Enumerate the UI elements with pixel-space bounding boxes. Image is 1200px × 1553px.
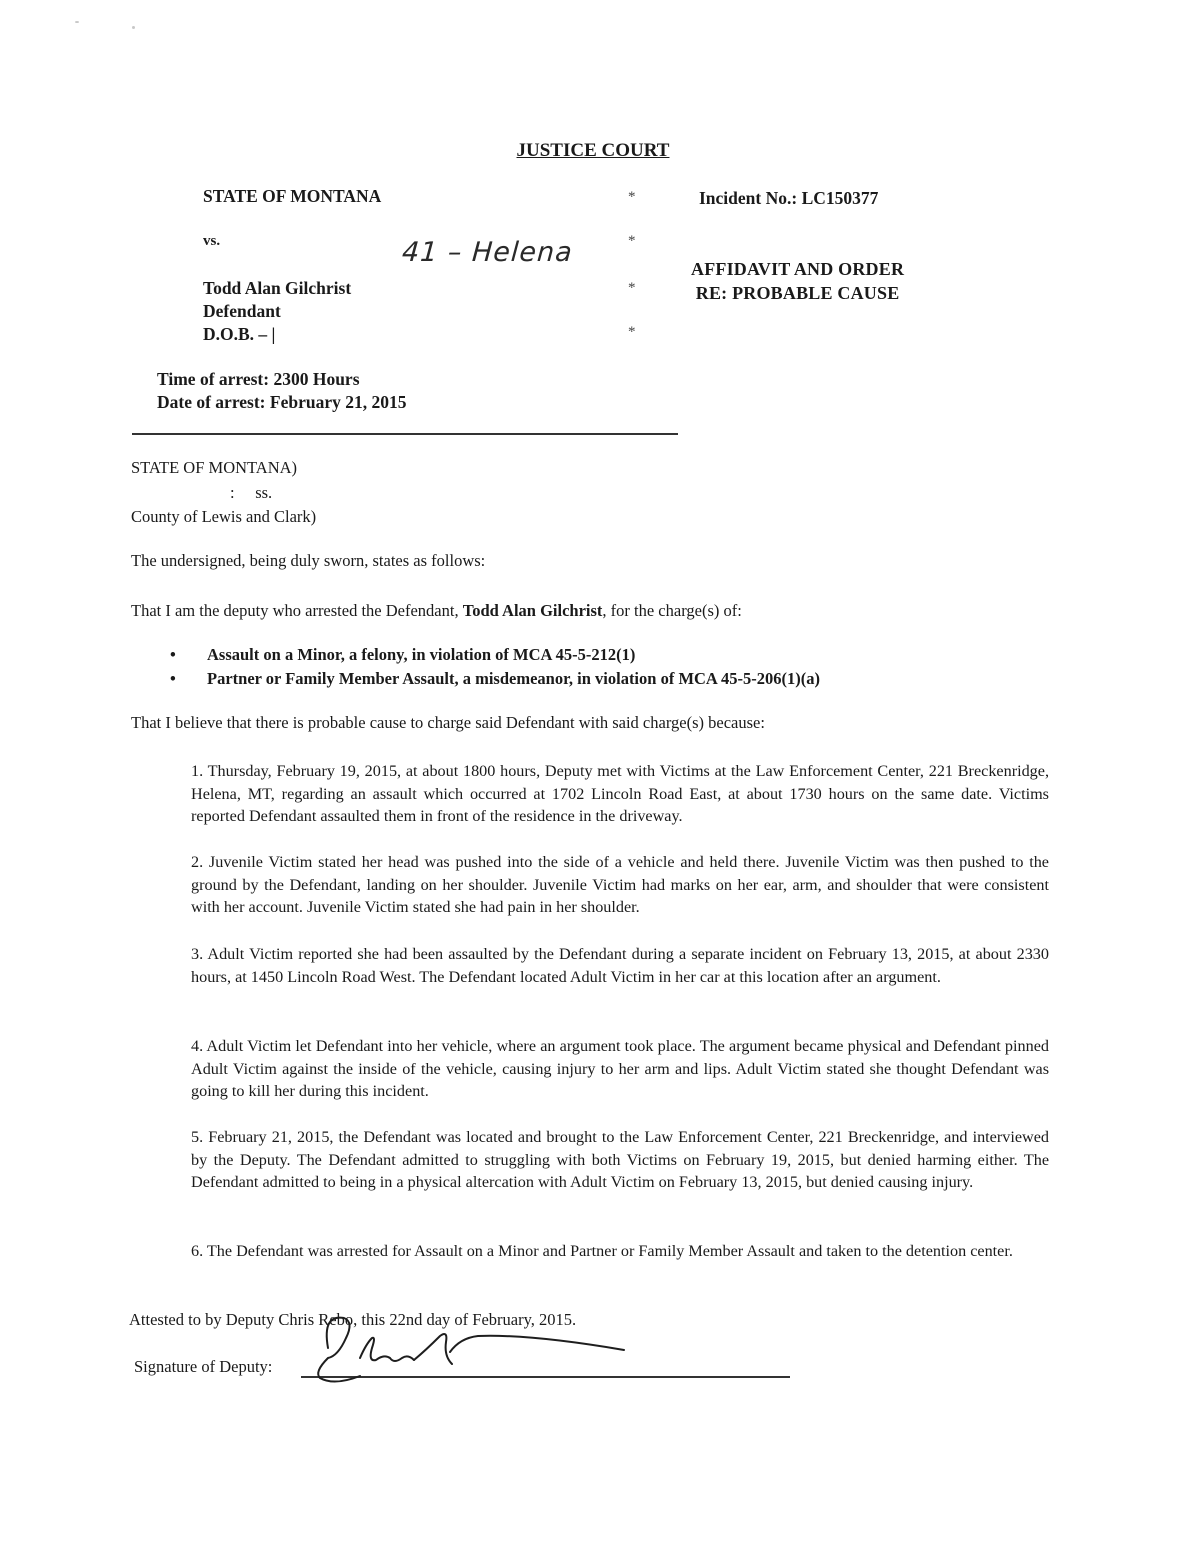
statement-paragraph: 6. The Defendant was arrested for Assault on a Minor and Partner or Family Member Assault and taken to the detention center. <box>191 1242 1013 1260</box>
scan-speck <box>75 21 79 23</box>
charge-item <box>170 669 820 689</box>
court-title: JUSTICE COURT <box>516 140 670 161</box>
statement-paragraph: 4. Adult Victim let Defendant into her vehicle, where an argument took place. The argument became physical and Defendant pinned Adult Victim against the inside of the vehicle, causing injury to her arm and lips. Adult Victim stated she thought Defendant was going to kill her during this incident. <box>191 1037 1049 1101</box>
incident-number: Incident No.: LC150377 <box>699 188 879 208</box>
sworn-statement: The undersigned, being duly sworn, states as follows: <box>131 551 486 570</box>
statement-paragraph: 3. Adult Victim reported she had been assaulted by the Defendant during a separate incident on February 13, 2015, at about 2330 hours, at 1450 Lincoln Road West. The Defendant located Adult Victim in her car at this location after an argument. <box>191 945 1049 986</box>
caption-separator: * <box>628 324 636 340</box>
charge-text: Assault on a Minor, a felony, in violation of MCA 45-5-212(1) <box>207 645 636 664</box>
document-title-line1: AFFIDAVIT AND ORDER <box>691 259 905 279</box>
caption-separator: * <box>628 189 636 205</box>
bullet-icon: • <box>170 645 176 664</box>
scan-speck <box>132 26 135 29</box>
caption-separator: * <box>628 233 636 249</box>
document-title <box>691 257 904 305</box>
venue-ss: : ss. <box>230 483 273 502</box>
charge-text: Partner or Family Member Assault, a misdemeanor, in violation of MCA 45-5-206(1)(a) <box>207 669 821 688</box>
divider-rule <box>132 433 678 435</box>
bullet-icon: • <box>170 669 176 688</box>
document-title-line2: RE: PROBABLE CAUSE <box>695 283 900 303</box>
plaintiff: STATE OF MONTANA <box>203 186 382 206</box>
handwritten-note: 41 – Helena <box>400 237 574 268</box>
versus: vs. <box>203 233 221 249</box>
defendant-dob: D.O.B. – | <box>203 324 276 344</box>
signature-label: Signature of Deputy: <box>134 1357 273 1376</box>
intro-defendant-name: Todd Alan Gilchrist <box>462 601 603 620</box>
defendant-role: Defendant <box>203 301 281 321</box>
venue-state: STATE OF MONTANA) <box>131 458 298 477</box>
charge-item <box>170 645 635 665</box>
deputy-signature <box>300 1308 640 1388</box>
time-of-arrest: Time of arrest: 2300 Hours <box>157 369 360 389</box>
statement-paragraph: 1. Thursday, February 19, 2015, at about 1800 hours, Deputy met with Victims at the Law Enforcement Center, 221 Breckenridge, Helena, MT, regarding an assault which occurred at 1702 Lincoln Road East, at about 1730 hours on the same date. Victims reported Defendant assaulted them in front of the residence in the driveway. <box>191 762 1049 826</box>
caption-separator: * <box>628 280 636 296</box>
statement-paragraph: 5. February 21, 2015, the Defendant was located and brought to the Law Enforcement Center, 221 Breckenridge, and interviewed by the Deputy. The Defendant admitted to struggling with both Victims on February 19, 2015, but denied harming either. The Defendant admitted to being in a physical altercation with Adult Victim on February 13, 2015, but denied causing injury. <box>191 1128 1049 1192</box>
statement-paragraph: 2. Juvenile Victim stated her head was pushed into the side of a vehicle and held there. Juvenile Victim was then pushed to the ground by the Defendant, landing on her shoulder. Juvenile Victim had marks on her ear, arm, and shoulder that were consistent with her account. Juvenile Victim stated she had pain in her shoulder. <box>191 853 1049 917</box>
intro-after: , for the charge(s) of: <box>602 601 742 620</box>
attestation: Attested to by Deputy Chris Rebo, this 22nd day of February, 2015. <box>129 1310 577 1329</box>
date-of-arrest: Date of arrest: February 21, 2015 <box>157 392 407 412</box>
defendant-name: Todd Alan Gilchrist <box>203 278 352 298</box>
arrest-intro <box>131 601 742 621</box>
venue-county: County of Lewis and Clark) <box>131 507 317 526</box>
probable-cause-intro: That I believe that there is probable cause to charge said Defendant with said charge(s) because: <box>131 713 765 732</box>
intro-before: That I am the deputy who arrested the Defendant, <box>131 601 463 620</box>
